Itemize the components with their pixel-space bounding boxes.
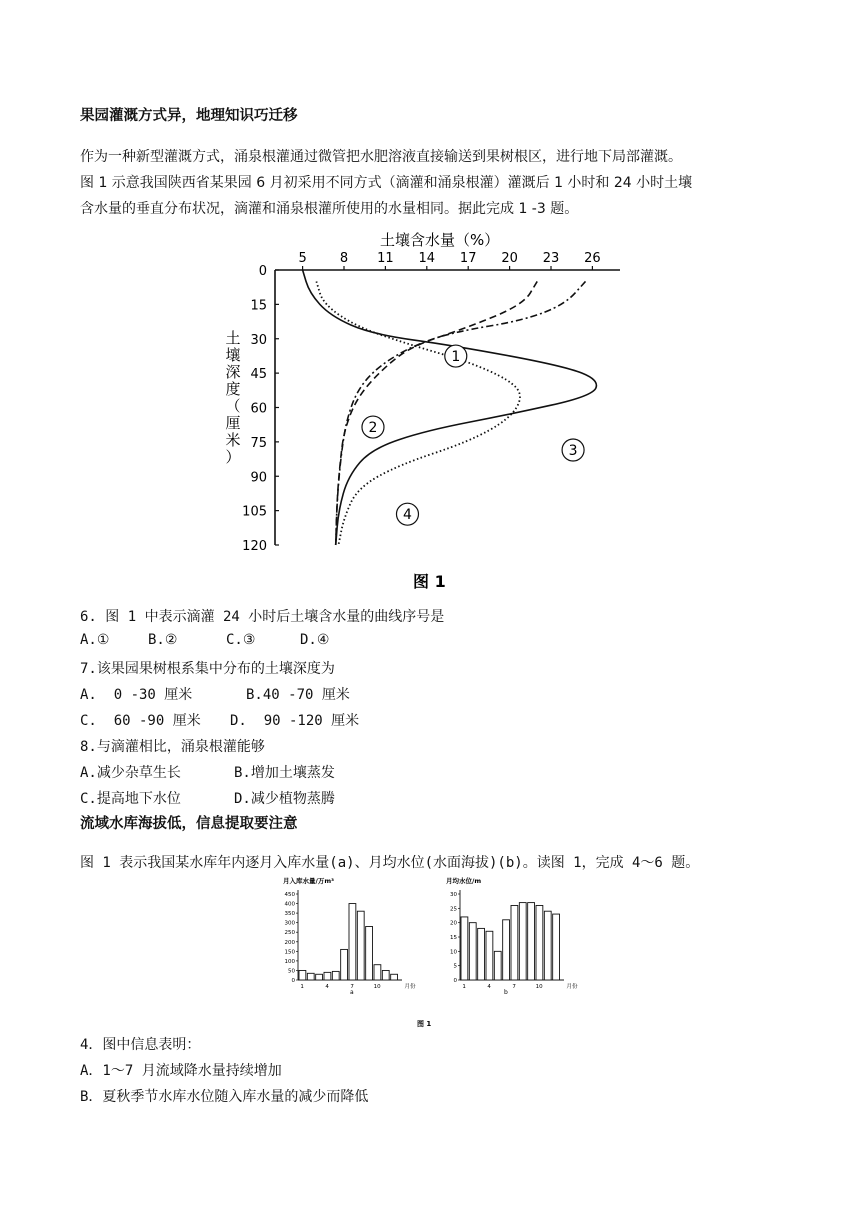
q8-option-a: A.减少杂草生长: [80, 765, 181, 781]
y-tick-label: 0: [453, 978, 457, 984]
y-tick-label: 250: [284, 930, 295, 937]
curve-label: 4: [403, 507, 412, 524]
y-tick-label: 15: [450, 935, 457, 941]
y-tick-label: 400: [284, 901, 295, 908]
q7-option-d: D. 90 -120 厘米: [230, 713, 360, 729]
y-title-char: 土: [225, 329, 241, 347]
y-tick-label: 100: [284, 958, 295, 965]
section2-paragraph: 图 1 表示我国某水库年内逐月入库水量(a)、月均水位(水面海拔)(b)。读图 1，完成 4～6 题。: [80, 855, 700, 871]
q8-option-b: B.增加土壤蒸发: [234, 765, 335, 781]
y-tick-label: 60: [250, 401, 267, 417]
q7-option-a: A. 0 -30 厘米: [80, 687, 193, 703]
y-title-char: （: [225, 397, 241, 415]
bar-month-9: [366, 926, 373, 980]
paragraph-line: 作为一种新型灌溉方式，涌泉根灌通过微管把水肥溶液直接输送到果树根区，进行地下局部灌溉。: [80, 149, 682, 165]
y-tick-label: 300: [284, 920, 295, 927]
x-axis-title: 土壤含水量（%）: [380, 231, 500, 249]
x-tick-label: 23: [542, 251, 560, 266]
y-tick-label: 10: [450, 949, 457, 956]
x-tick-label: 17: [459, 251, 477, 266]
bar-month-5: [494, 951, 501, 980]
figure-caption: 图 1: [413, 572, 446, 591]
x-tick-label: 4: [487, 984, 491, 990]
q8-option-d: D.减少植物蒸腾: [234, 791, 335, 807]
curve-label: 2: [368, 420, 378, 437]
bar-month-3: [316, 974, 323, 980]
x-tick-label: 1: [462, 984, 466, 990]
bar-month-10: [536, 905, 543, 980]
bar-month-8: [519, 903, 526, 980]
y-tick-label: 150: [284, 949, 295, 956]
y-tick-label: 30: [450, 892, 457, 898]
x-tick-label: 4: [325, 984, 329, 990]
bar-month-4: [486, 931, 493, 980]
question-4-stem: 4．图中信息表明：: [80, 1037, 201, 1053]
x-tick-label: 11: [377, 251, 394, 266]
bar-month-7: [349, 904, 356, 980]
x-tick-label: 14: [418, 251, 436, 266]
y-tick-label: 90: [250, 470, 267, 486]
bar-month-9: [528, 903, 535, 980]
bar-month-2: [469, 923, 476, 980]
q7-option-b: B.40 -70 厘米: [246, 687, 350, 703]
y-title-char: 米: [225, 431, 241, 449]
x-tick-label: 1: [300, 984, 304, 990]
q4-option-b: B．夏秋季节水库水位随入库水量的减少而降低: [80, 1089, 369, 1105]
y-tick-label: 200: [284, 939, 295, 946]
y-tick-label: 15: [250, 298, 267, 314]
q6-option-b: B.②: [148, 632, 178, 648]
q4-option-a: A．1～7 月流域降水量持续增加: [80, 1063, 282, 1079]
y-title-char: 壤: [225, 346, 241, 364]
q6-option-d: D.④: [300, 632, 330, 648]
y-tick-label: 25: [450, 906, 457, 913]
y-title-char: 度: [225, 380, 241, 398]
x-tick-label: 10: [373, 984, 381, 990]
bar-month-1: [461, 917, 468, 980]
q8-option-c: C.提高地下水位: [80, 791, 181, 807]
section1-paragraph: [80, 144, 780, 222]
chart-a-ylabel: 月入库水量/万m³: [283, 877, 334, 885]
y-tick-label: 0: [258, 264, 267, 279]
bar-month-11: [544, 911, 551, 980]
y-tick-label: 50: [288, 968, 295, 975]
bar-month-2: [307, 973, 314, 980]
q6-option-c: C.③: [226, 632, 256, 648]
bar-month-6: [503, 920, 510, 980]
paragraph-line: 含水量的垂直分布状况，滴灌和涌泉根灌所使用的水量相同。据此完成 1 -3 题。: [80, 201, 579, 217]
curve-label: 3: [568, 443, 578, 459]
x-tick-label: 8: [339, 251, 349, 266]
bar-month-8: [357, 911, 364, 980]
bar-month-6: [341, 949, 348, 980]
y-title-char: 厘: [225, 414, 241, 432]
chart-b-caption: b: [504, 989, 508, 996]
y-tick-label: 45: [250, 367, 267, 383]
x-tick-label: 5: [298, 251, 307, 266]
x-tick-label: 7: [350, 984, 354, 990]
bar-month-1: [299, 970, 306, 980]
y-tick-label: 450: [284, 892, 295, 898]
paragraph-line: 图 1 示意我国陕西省某果园 6 月初采用不同方式（滴灌和涌泉根灌）灌溉后 1 小时和 24 小时土壤: [80, 175, 693, 191]
y-tick-label: 20: [450, 920, 457, 927]
chart-b-ylabel: 月均水位/m: [446, 877, 482, 885]
bar-month-10: [374, 965, 381, 980]
x-unit-label: 月份: [566, 984, 578, 990]
y-tick-label: 105: [242, 504, 267, 520]
x-tick-label: 7: [512, 984, 516, 990]
x-tick-label: 10: [535, 984, 543, 990]
section2-heading: 流域水库海拔低，信息提取要注意: [80, 816, 298, 832]
y-tick-label: 30: [250, 332, 267, 348]
chart-a-caption: a: [350, 989, 354, 996]
x-unit-label: 月份: [404, 984, 416, 990]
y-tick-label: 0: [291, 978, 295, 984]
y-tick-label: 350: [284, 911, 295, 918]
y-tick-label: 5: [453, 963, 457, 970]
q6-option-a: A.①: [80, 632, 110, 648]
section1-heading: 果园灌溉方式异，地理知识巧迁移: [80, 108, 298, 124]
y-title-char: 深: [225, 363, 241, 381]
soil-moisture-chart: [215, 225, 635, 595]
y-tick-label: 75: [250, 435, 267, 451]
q7-option-c: C. 60 -90 厘米: [80, 713, 201, 729]
reservoir-charts: [280, 874, 580, 1034]
bar-month-3: [478, 928, 485, 980]
x-tick-label: 20: [501, 251, 518, 266]
y-title-char: ）: [225, 448, 241, 466]
bar-month-12: [391, 974, 398, 980]
bar-month-5: [332, 971, 339, 980]
y-axis-title: [225, 329, 240, 466]
question-8-stem: 8.与滴灌相比，涌泉根灌能够: [80, 739, 265, 755]
question-7-stem: 7.该果园果树根系集中分布的土壤深度为: [80, 661, 335, 677]
y-tick-label: 120: [242, 539, 267, 554]
figure-caption: 图 1: [417, 1020, 432, 1028]
bar-month-12: [553, 914, 560, 980]
bar-month-4: [324, 972, 331, 980]
bar-month-11: [382, 970, 389, 980]
x-tick-label: 26: [584, 251, 601, 266]
bar-month-7: [511, 905, 518, 980]
question-6-stem: 6. 图 1 中表示滴灌 24 小时后土壤含水量的曲线序号是: [80, 609, 445, 625]
curve-label: 1: [451, 349, 461, 366]
